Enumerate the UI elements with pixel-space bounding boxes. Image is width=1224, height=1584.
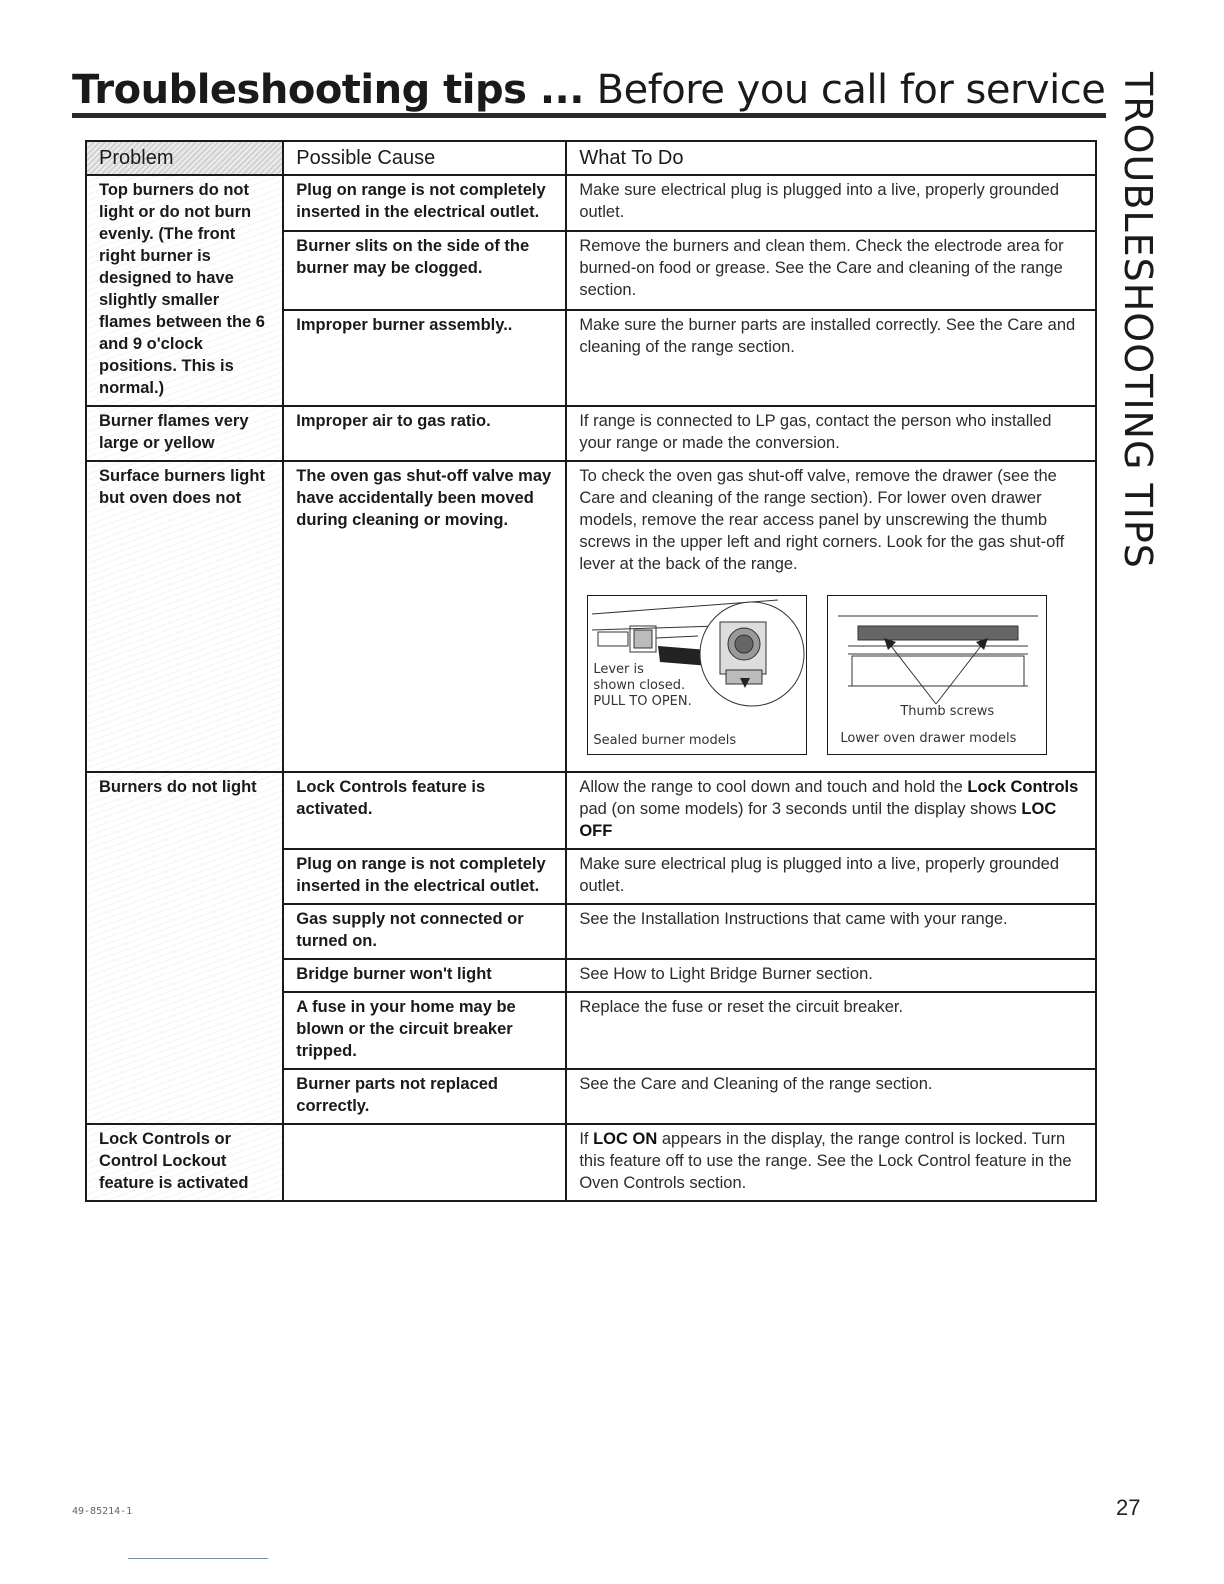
thumb-screws-label: Thumb screws <box>900 704 995 719</box>
title-light: Before you call for service <box>596 67 1106 113</box>
drawer-figure <box>827 595 1047 755</box>
problem-cell: Lock Controls or Control Lockout feature is activated <box>86 1124 283 1201</box>
todo-text: pad (on some models) for 3 seconds until the display shows <box>579 800 1017 818</box>
todo-cell <box>566 772 1096 849</box>
cause-cell: Lock Controls feature is activated. <box>283 772 566 849</box>
cause-cell <box>283 1124 566 1201</box>
todo-cell: Remove the burners and clean them. Check the electrode area for burned-on food or grease. See the Care and cleaning of the range section. <box>566 231 1096 310</box>
problem-cell: Burners do not light <box>86 772 283 1124</box>
header-todo: What To Do <box>566 141 1096 175</box>
problem-cell: Burner flames very large or yellow <box>86 406 283 461</box>
todo-bold: LOC ON <box>593 1130 658 1148</box>
problem-cell: Surface burners light but oven does not <box>86 461 283 772</box>
todo-cell: Make sure electrical plug is plugged into a live, properly grounded outlet. <box>566 175 1096 231</box>
drawer-caption: Lower oven drawer models <box>840 731 1017 746</box>
title-bold: Troubleshooting tips ... <box>72 67 584 113</box>
todo-text: appears in the display, the range control is locked. Turn this feature off to use the range. See the Lock Control feature in the Oven Controls section. <box>579 1130 1072 1192</box>
cause-cell: Gas supply not connected or turned on. <box>283 904 566 959</box>
lever-label-1: Lever is <box>593 662 644 677</box>
problem-cell: Top burners do not light or do not burn evenly. (The front right burner is designed to have slightly smaller flames between the 6 and 9 o'clock positions. This is normal.) <box>86 175 283 406</box>
table-row <box>86 406 1096 461</box>
cause-cell: Improper burner assembly.. <box>283 310 566 406</box>
todo-cell: See the Installation Instructions that came with your range. <box>566 904 1096 959</box>
todo-text: To check the oven gas shut-off valve, remove the drawer (see the Care and cleaning of the range section). For lower oven drawer models, remove the rear access panel by unscrewing the thumb screws in the upper left and right corners. Look for the gas shut-off lever at the back of the range. <box>579 467 1065 573</box>
cause-cell: The oven gas shut-off valve may have accidentally been moved during cleaning or moving. <box>283 461 566 772</box>
figures <box>579 575 1087 765</box>
lever-label-2: shown closed. <box>593 678 686 693</box>
todo-cell: Make sure the burner parts are installed correctly. See the Care and cleaning of the range section. <box>566 310 1096 406</box>
todo-cell: Make sure electrical plug is plugged into a live, properly grounded outlet. <box>566 849 1096 904</box>
cause-cell: Improper air to gas ratio. <box>283 406 566 461</box>
todo-cell: Replace the fuse or reset the circuit breaker. <box>566 992 1096 1069</box>
table-row <box>86 175 1096 231</box>
sealed-burner-figure <box>587 595 807 755</box>
todo-bold: Lock Controls <box>967 778 1079 796</box>
todo-cell: If range is connected to LP gas, contact the person who installed your range or made the conversion. <box>566 406 1096 461</box>
sealed-burner-caption: Sealed burner models <box>593 733 737 748</box>
page-number: 27 <box>1116 1495 1141 1520</box>
todo-text: If <box>579 1130 589 1148</box>
table-row <box>86 1124 1096 1201</box>
cause-cell: A fuse in your home may be blown or the circuit breaker tripped. <box>283 992 566 1069</box>
page-title <box>72 66 1112 114</box>
todo-cell: See How to Light Bridge Burner section. <box>566 959 1096 992</box>
cause-cell: Plug on range is not completely inserted in the electrical outlet. <box>283 175 566 231</box>
cause-cell: Bridge burner won't light <box>283 959 566 992</box>
table-row <box>86 461 1096 772</box>
cause-cell: Burner parts not replaced correctly. <box>283 1069 566 1124</box>
todo-cell <box>566 461 1096 772</box>
header-problem: Problem <box>86 141 283 175</box>
document-code: 49-85214-1 <box>72 1506 133 1517</box>
cause-cell: Plug on range is not completely inserted in the electrical outlet. <box>283 849 566 904</box>
title-rule <box>72 113 1106 118</box>
todo-cell <box>566 1124 1096 1201</box>
todo-cell: See the Care and Cleaning of the range section. <box>566 1069 1096 1124</box>
table-header-row <box>86 141 1096 175</box>
lever-label-3: PULL TO OPEN. <box>593 694 692 709</box>
header-cause: Possible Cause <box>283 141 566 175</box>
troubleshooting-table <box>85 140 1097 1202</box>
cause-cell: Burner slits on the side of the burner may be clogged. <box>283 231 566 310</box>
todo-text: Allow the range to cool down and touch and hold the <box>579 778 963 796</box>
footer-link-underline <box>128 1558 268 1559</box>
table-row <box>86 772 1096 849</box>
side-section-tab: TROUBLESHOOTING TIPS <box>1116 72 1160 569</box>
todo-bold: LOC OFF <box>579 800 1057 840</box>
